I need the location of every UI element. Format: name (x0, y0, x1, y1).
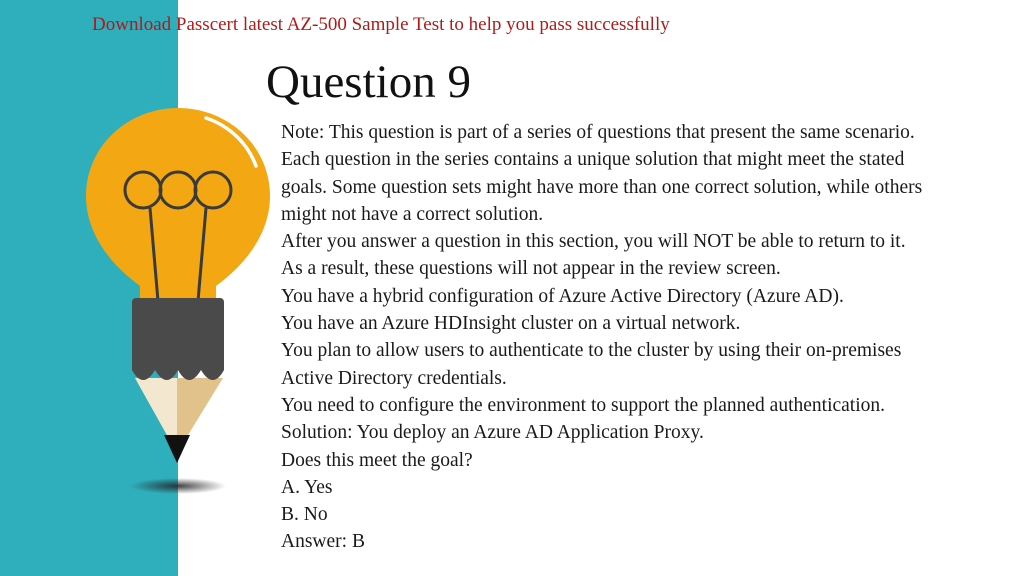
question-body (281, 119, 1021, 556)
body-line: You plan to allow users to authenticate to the cluster by using their on-premises (281, 340, 902, 362)
bulb-shadow (130, 478, 226, 494)
lightbulb-pencil-icon (80, 108, 280, 498)
answer-line: Answer: B (281, 531, 365, 553)
body-line: You need to configure the environment to support the planned authentication. (281, 394, 886, 416)
body-line: After you answer a question in this section, you will NOT be able to return to it. (281, 231, 906, 253)
body-line: Solution: You deploy an Azure AD Application Proxy. (281, 422, 704, 444)
body-line: Does this meet the goal? (281, 449, 473, 471)
download-banner[interactable]: Download Passcert latest AZ-500 Sample Test to help you pass successfully (92, 14, 670, 35)
body-line: Active Directory credentials. (281, 367, 507, 389)
answer-option-a: A. Yes (281, 476, 333, 498)
body-line: Each question in the series contains a unique solution that might meet the stated (281, 149, 905, 171)
body-line: As a result, these questions will not appear in the review screen. (281, 258, 781, 280)
body-line: Note: This question is part of a series of questions that present the same scenario. (281, 122, 915, 143)
body-line: goals. Some question sets might have more than one correct solution, while others (281, 176, 923, 198)
body-line: You have a hybrid configuration of Azure Active Directory (Azure AD). (281, 285, 844, 307)
body-line: might not have a correct solution. (281, 203, 544, 225)
answer-option-b: B. No (281, 504, 328, 526)
body-line: You have an Azure HDInsight cluster on a virtual network. (281, 313, 741, 335)
bulb-base (132, 298, 224, 370)
question-title: Question 9 (266, 56, 471, 108)
bulb-base-scallop (132, 366, 224, 380)
bulb-glass (86, 108, 270, 301)
pencil-tip (164, 435, 190, 463)
